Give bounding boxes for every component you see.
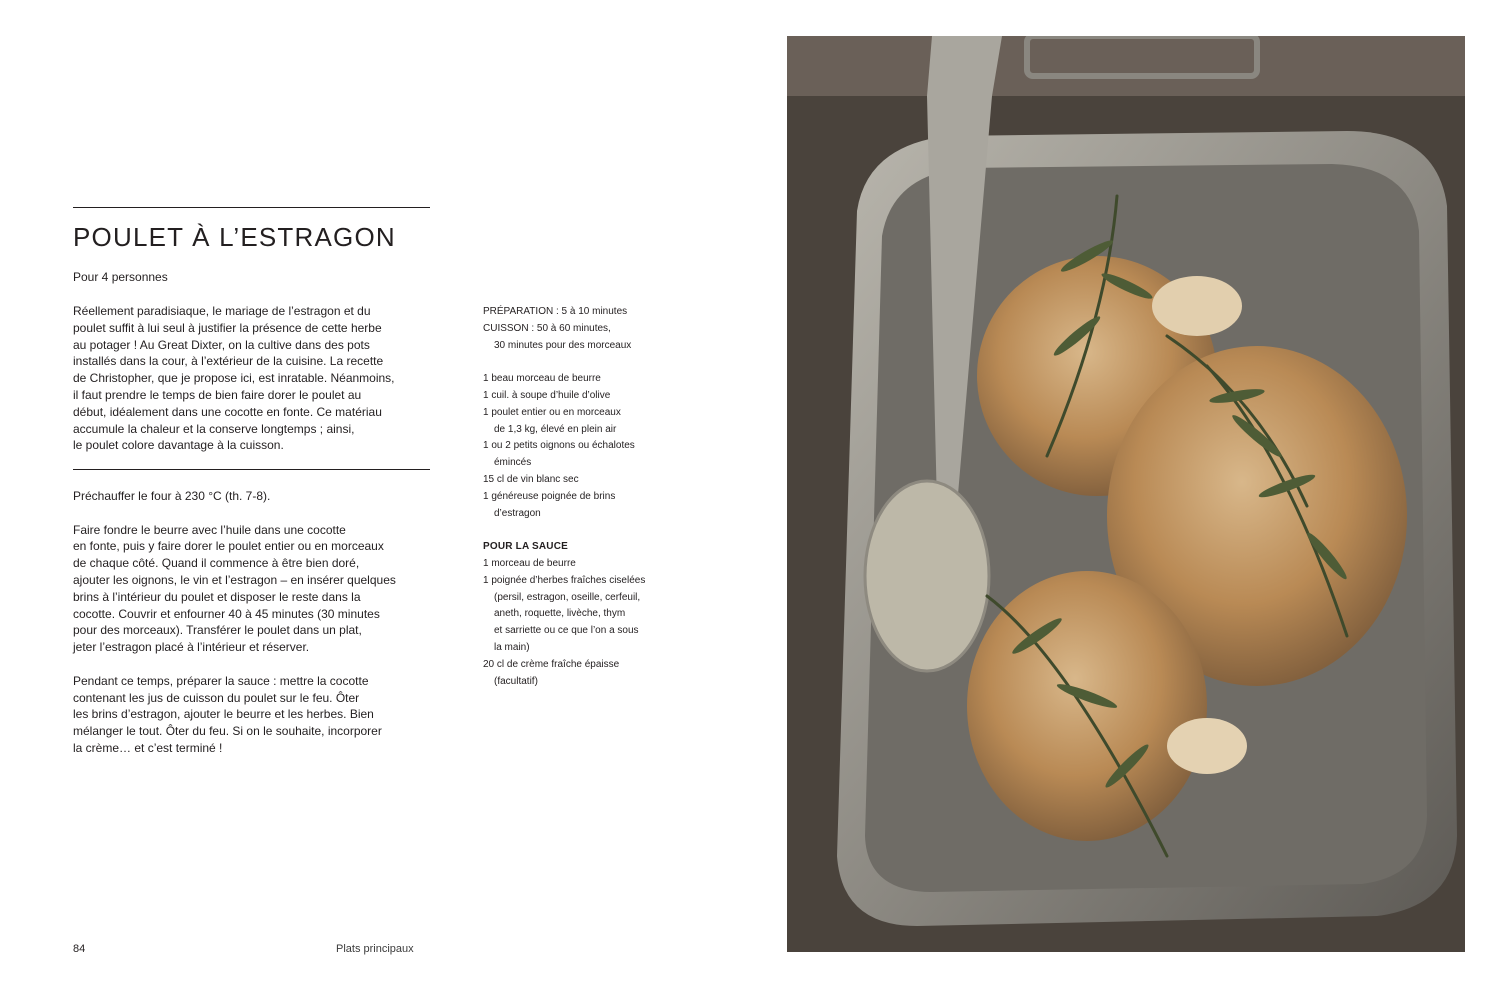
spacer [483,522,753,539]
ingredient-line: (persil, estragon, oseille, cerfeuil, [494,591,641,603]
method-paragraph [73,488,443,505]
ingredient-line: 20 cl de crème fraîche épaisse [483,658,620,670]
ingredient-line: 1 cuil. à soupe d’huile d’olive [483,389,611,401]
ingredient-line: aneth, roquette, livèche, thym [494,608,626,620]
cook-time-note: 30 minutes pour des morceaux [494,339,632,351]
method-line: Faire fondre le beurre avec l’huile dans une cocotte [73,522,346,537]
ingredient-line: 1 ou 2 petits oignons ou échalotes [483,440,635,452]
method-line: la crème… et c’est terminé ! [73,740,223,755]
intro-line: accumule la chaleur et la conserve longtemps ; ainsi, [73,421,355,436]
intro-line: le poulet colore davantage à la cuisson. [73,438,284,453]
servings: Pour 4 personnes [73,270,168,284]
method-line: mélanger le tout. Ôter du feu. Si on le souhaite, incorporer [73,724,382,739]
intro-line: il faut prendre le temps de bien faire dorer le poulet au [73,387,362,402]
method-line: en fonte, puis y faire dorer le poulet entier ou en morceaux [73,539,384,554]
roast-chicken-tray-image [787,36,1465,952]
ingredient-line: émincés [494,457,532,469]
intro-line: début, idéalement dans une cocotte en fonte. Ce matériau [73,404,382,419]
cook-time: CUISSON : 50 à 60 minutes, [483,322,611,334]
section-divider [73,469,430,470]
ingredient-line: 1 poulet entier ou en morceaux [483,406,621,418]
intro-paragraph [73,303,443,454]
method-line: brins à l’intérieur du poulet et disposer le reste dans la [73,589,361,604]
ingredient-line: de 1,3 kg, élevé en plein air [494,423,617,435]
method-line: jeter l’estragon placé à l’intérieur et réserver. [73,640,310,655]
intro-line: au potager ! Au Great Dixter, on la cultive dans des pots [73,337,370,352]
ingredient-line: (facultatif) [494,675,538,687]
method-line: contenant les jus de cuisson du poulet sur le feu. Ôter [73,690,360,705]
intro-line: installés dans la cour, à l’extérieur de la cuisine. La recette [73,354,384,369]
method-section [73,488,443,774]
ingredient-line: 15 cl de vin blanc sec [483,473,579,485]
prep-time: PRÉPARATION : 5 à 10 minutes [483,306,628,317]
ingredient-line: 1 poignée d’herbes fraîches ciselées [483,574,646,586]
ingredient-line: 1 beau morceau de beurre [483,373,601,385]
page-number: 84 [73,943,86,955]
title-top-rule [73,207,430,208]
recipe-title: POULET À L’ESTRAGON [73,222,396,252]
method-line: de chaque côté. Quand il commence à être bien doré, [73,556,360,571]
method-line: Pendant ce temps, préparer la sauce : mettre la cocotte [73,673,369,688]
intro-line: Réellement paradisiaque, le mariage de l’estragon et du [73,304,371,318]
intro-line: poulet suffit à lui seul à justifier la présence de cette herbe [73,320,382,335]
ingredient-list [483,371,753,522]
method-line: Préchauffer le four à 230 °C (th. 7-8). [73,489,271,503]
ingredients-column [483,304,753,690]
spacer [483,354,753,371]
method-paragraph [73,673,443,757]
ingredient-line: et sarriette ou ce que l’on a sous [494,625,639,637]
ingredient-line: la main) [494,641,530,653]
method-line: cocotte. Couvrir et enfourner 40 à 45 minutes (30 minutes [73,606,380,621]
method-line: pour des morceaux). Transférer le poulet dans un plat, [73,623,362,638]
dish-photo [787,36,1465,952]
ingredient-line: 1 généreuse poignée de brins [483,490,616,502]
section-name: Plats principaux [336,943,414,955]
ingredient-line: 1 morceau de beurre [483,557,576,569]
sauce-ingredient-list [483,556,753,690]
ingredient-line: d’estragon [494,507,541,519]
method-line: ajouter les oignons, le vin et l’estragon – en insérer quelques [73,572,396,587]
sauce-heading: POUR LA SAUCE [483,541,569,553]
method-paragraph [73,522,443,656]
method-line: les brins d’estragon, ajouter le beurre et les herbes. Bien [73,707,374,722]
intro-line: de Christopher, que je propose ici, est inratable. Néanmoins, [73,371,395,386]
